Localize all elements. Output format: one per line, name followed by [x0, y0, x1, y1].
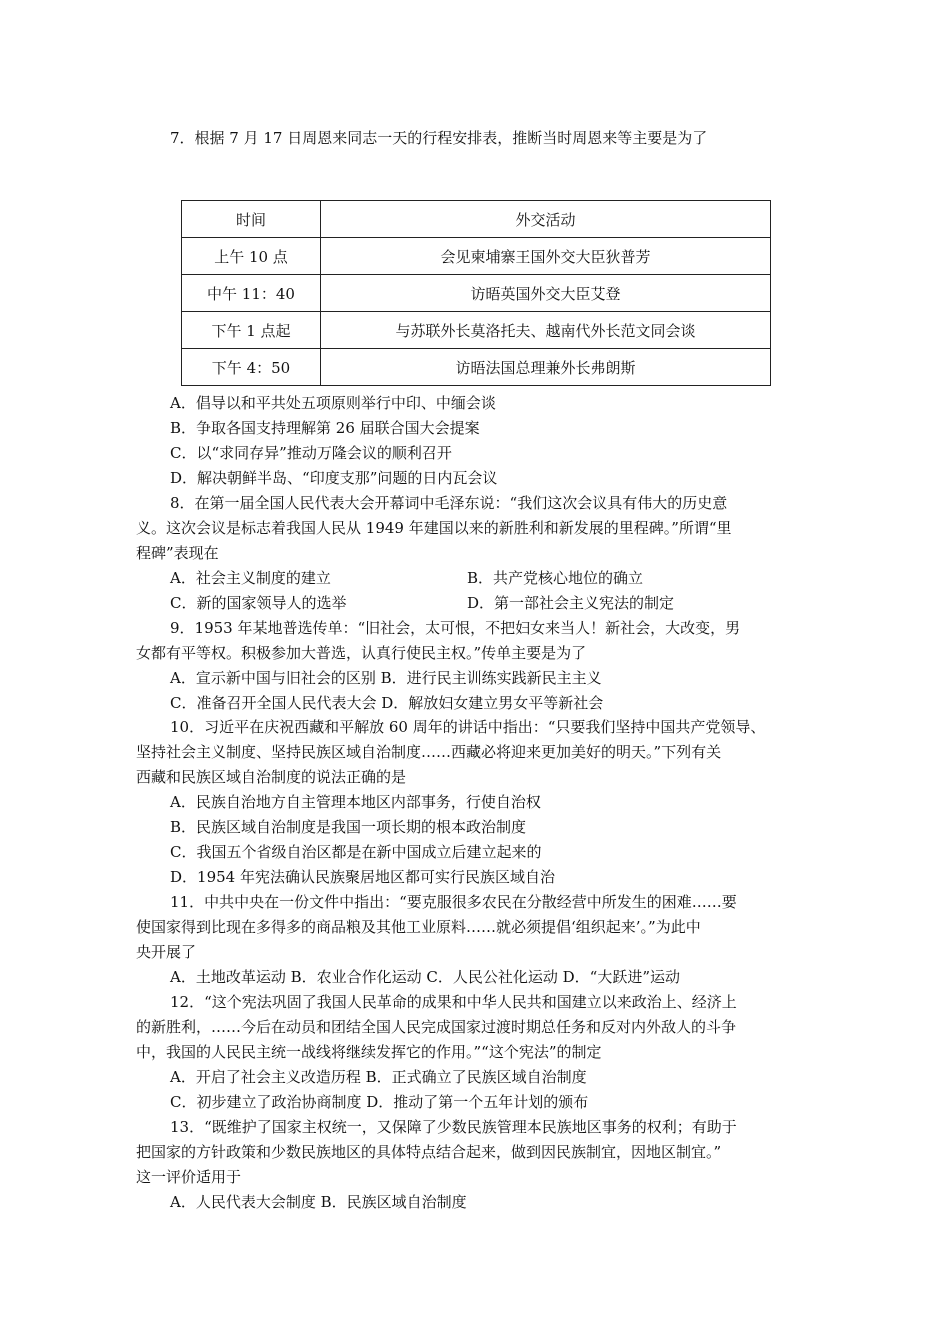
- cell-activity: 会见柬埔寨王国外交大臣狄普芳: [321, 238, 771, 275]
- q9-stem-line: 女都有平等权。积极参加大普选，认真行使民主权。”传单主要是为了: [136, 644, 587, 662]
- cell-activity: 访晤英国外交大臣艾登: [321, 275, 771, 312]
- q7-option-d: D．解决朝鲜半岛、“印度支那”问题的日内瓦会议: [170, 469, 498, 487]
- table-row: [182, 238, 771, 275]
- q10-stem-line: 10．习近平在庆祝西藏和平解放 60 周年的讲话中指出：“只要我们坚持中国共产党领导、: [170, 718, 766, 736]
- header-activity: 外交活动: [321, 201, 771, 238]
- q11-stem-line: 央开展了: [136, 943, 197, 961]
- q9-options-line: A．宣示新中国与旧社会的区别 B．进行民主训练实践新民主主义: [170, 669, 602, 687]
- table-header-row: [182, 201, 771, 238]
- itinerary-table: [181, 200, 771, 386]
- q9-options-line: C．准备召开全国人民代表大会 D．解放妇女建立男女平等新社会: [170, 694, 604, 712]
- cell-time: 中午 11：40: [182, 275, 321, 312]
- cell-time: 下午 4：50: [182, 349, 321, 386]
- q11-options-line: A．土地改革运动 B．农业合作化运动 C．人民公社化运动 D．“大跃进”运动: [170, 968, 681, 986]
- q12-stem-line: 的新胜利，……今后在动员和团结全国人民完成国家过渡时期总任务和反对内外敌人的斗争: [136, 1018, 737, 1036]
- q12-stem-line: 中，我国的人民民主统一战线将继续发挥它的作用。”“这个宪法”的制定: [136, 1043, 602, 1061]
- q12-options-line: C．初步建立了政治协商制度 D．推动了第一个五年计划的颁布: [170, 1093, 589, 1111]
- table-row: [182, 312, 771, 349]
- q13-stem-line: 13．“既维护了国家主权统一，又保障了少数民族管理本民族地区事务的权利；有助于: [170, 1118, 737, 1136]
- q7-option-a: A．倡导以和平共处五项原则举行中印、中缅会谈: [170, 394, 496, 412]
- q8-option-c: C．新的国家领导人的选举: [170, 594, 347, 612]
- table-row: [182, 275, 771, 312]
- cell-activity: 访晤法国总理兼外长弗朗斯: [321, 349, 771, 386]
- header-time: 时间: [182, 201, 321, 238]
- q10-option-c: C．我国五个省级自治区都是在新中国成立后建立起来的: [170, 843, 542, 861]
- q10-stem-line: 坚持社会主义制度、坚持民族区域自治制度……西藏必将迎来更加美好的明天。”下列有关: [136, 743, 722, 761]
- q7-option-c: C．以“求同存异”推动万隆会议的顺利召开: [170, 444, 452, 462]
- q9-stem-line: 9．1953 年某地普选传单：“旧社会，太可恨，不把妇女来当人！新社会，大改变，男: [170, 619, 741, 637]
- q10-stem-line: 西藏和民族区域自治制度的说法正确的是: [136, 768, 407, 786]
- q8-stem-line: 程碑”表现在: [136, 544, 219, 562]
- q13-stem-line: 这一评价适用于: [136, 1168, 242, 1186]
- cell-activity: 与苏联外长莫洛托夫、越南代外长范文同会谈: [321, 312, 771, 349]
- q7-option-b: B．争取各国支持理解第 26 届联合国大会提案: [170, 419, 480, 437]
- q10-option-d: D．1954 年宪法确认民族聚居地区都可实行民族区域自治: [170, 868, 555, 886]
- q11-stem-line: 使国家得到比现在多得多的商品粮及其他工业原料……就必须提倡‘组织起来’。”为此中: [136, 918, 701, 936]
- q13-options-line: A．人民代表大会制度 B．民族区域自治制度: [170, 1193, 467, 1211]
- q8-option-b: B．共产党核心地位的确立: [467, 569, 644, 587]
- q12-stem-line: 12．“这个宪法巩固了我国人民革命的成果和中华人民共和国建立以来政治上、经济上: [170, 993, 737, 1011]
- cell-time: 下午 1 点起: [182, 312, 321, 349]
- q8-stem-line: 8．在第一届全国人民代表大会开幕词中毛泽东说：“我们这次会议具有伟大的历史意: [170, 494, 728, 512]
- q8-option-d: D．第一部社会主义宪法的制定: [467, 594, 675, 612]
- q10-option-a: A．民族自治地方自主管理本地区内部事务，行使自治权: [170, 793, 541, 811]
- q11-stem-line: 11．中共中央在一份文件中指出：“要克服很多农民在分散经营中所发生的困难……要: [170, 893, 737, 911]
- q13-stem-line: 把国家的方针政策和少数民族地区的具体特点结合起来，做到因民族制宜，因地区制宜。”: [136, 1143, 722, 1161]
- q10-option-b: B．民族区域自治制度是我国一项长期的根本政治制度: [170, 818, 527, 836]
- q8-option-a: A．社会主义制度的建立: [170, 569, 331, 587]
- q7-stem: 7．根据 7 月 17 日周恩来同志一天的行程安排表，推断当时周恩来等主要是为了: [170, 129, 708, 147]
- q12-options-line: A．开启了社会主义改造历程 B．正式确立了民族区域自治制度: [170, 1068, 587, 1086]
- table-row: [182, 349, 771, 386]
- cell-time: 上午 10 点: [182, 238, 321, 275]
- q8-stem-line: 义。这次会议是标志着我国人民从 1949 年建国以来的新胜利和新发展的里程碑。”所谓“里: [136, 519, 732, 537]
